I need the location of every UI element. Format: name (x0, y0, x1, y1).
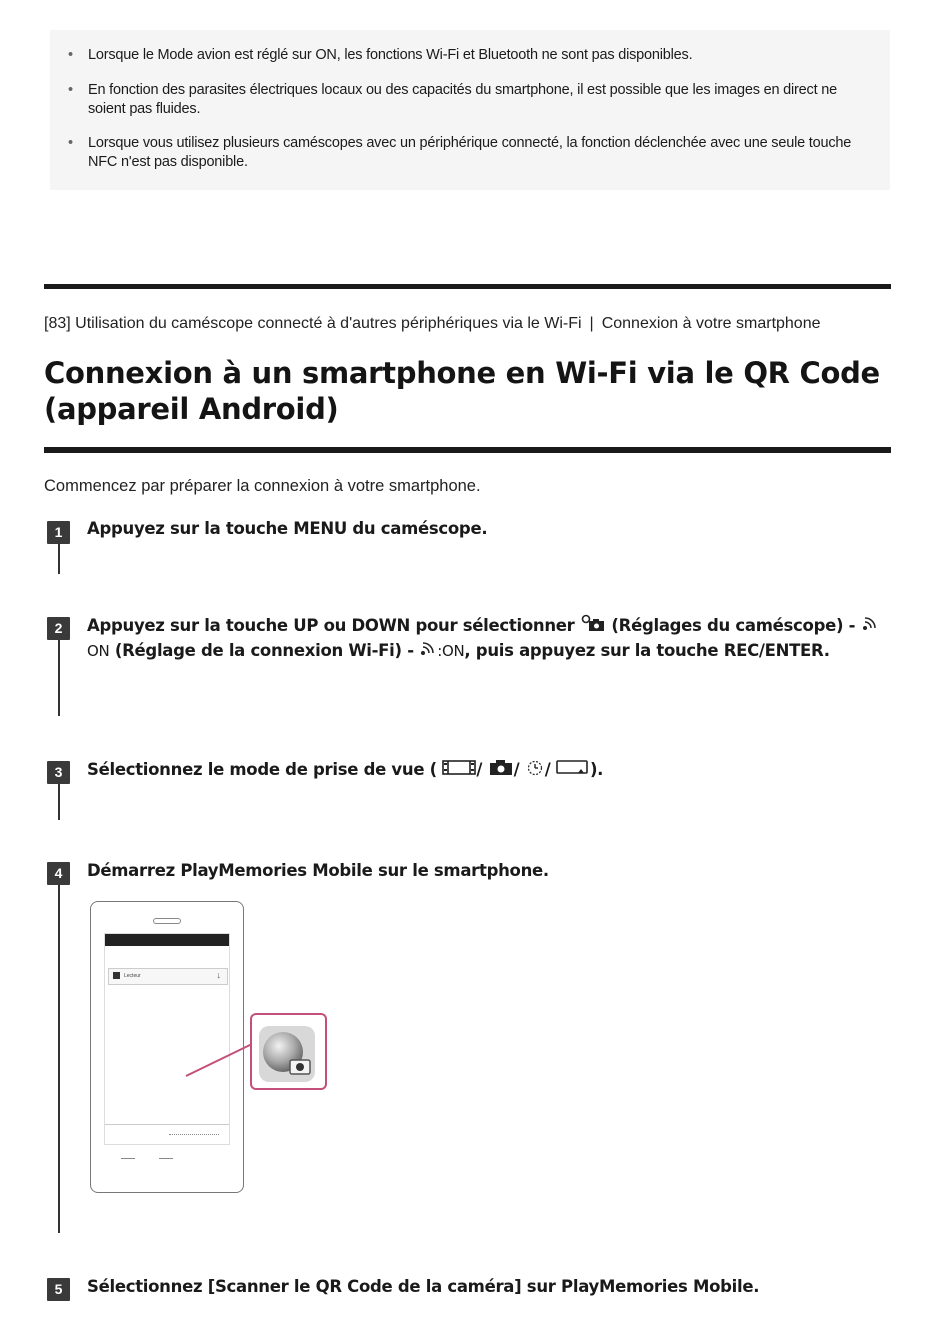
step-connector (58, 640, 60, 716)
note-item: • Lorsque le Mode avion est réglé sur ON, les fonctions Wi-Fi et Bluetooth ne sont pas disponibles. (88, 46, 868, 65)
step-text (87, 758, 897, 783)
step-connector (58, 784, 60, 820)
step-number: 3 (47, 761, 70, 784)
note-item: • Lorsque vous utilisez plusieurs caméscopes avec un périphérique connecté, la fonction déclenchée avec une seule touche NFC n'est pas disponible. (88, 134, 868, 172)
step-text: Appuyez sur la touche MENU du caméscope. (87, 519, 488, 538)
step-number: 2 (47, 617, 70, 640)
title-rule (44, 447, 891, 453)
camera-icon (488, 758, 514, 783)
top-rule (44, 284, 891, 289)
screen-divider (105, 1124, 229, 1125)
step-number: 4 (47, 862, 70, 885)
step-number: 1 (47, 521, 70, 544)
step-text (87, 614, 897, 664)
step-text-part: Sélectionnez le mode de prise de vue ( (87, 760, 437, 779)
back-key (121, 1158, 135, 1159)
breadcrumb (44, 313, 884, 335)
step-connector (58, 885, 60, 1233)
slash: / (513, 760, 520, 779)
breadcrumb-separator: | (589, 315, 594, 332)
step-text-part: , puis appuyez sur la touche REC/ENTER. (464, 641, 830, 660)
slash: / (476, 760, 483, 779)
step-text: Sélectionnez [Scanner le QR Code de la caméra] sur PlayMemories Mobile. (87, 1277, 760, 1296)
step-text-part: (Réglages du caméscope) - (611, 616, 856, 635)
step-connector (58, 544, 60, 574)
phone-speaker (153, 918, 181, 924)
interval-timer-icon (525, 758, 545, 783)
slash: / (544, 760, 551, 779)
note-item: • En fonction des parasites électriques locaux ou des capacités du smartphone, il est possible que les images en direct ne soient pas fluides. (88, 81, 868, 119)
search-label: Lecteur (124, 973, 141, 979)
step-text-part: Appuyez sur la touche UP ou DOWN pour sélectionner (87, 616, 575, 635)
wifi-signal-icon (861, 614, 879, 639)
wifi-signal-icon (419, 639, 437, 664)
folder-icon (113, 972, 120, 979)
step-text: Démarrez PlayMemories Mobile sur le smartphone. (87, 861, 549, 880)
step-text-part: (Réglage de la connexion Wi-Fi) - (114, 641, 414, 660)
breadcrumb-topic[interactable]: Connexion à votre smartphone (601, 315, 821, 332)
step-text-part: ). (589, 760, 604, 779)
step-number: 5 (47, 1278, 70, 1301)
home-key (159, 1158, 173, 1159)
wifi-colon-on-label: :ON (437, 642, 465, 660)
app-callout (250, 1013, 327, 1090)
page-title: Connexion à un smartphone en Wi-Fi via le QR Code (appareil Android) (44, 356, 880, 426)
phone-screen (104, 933, 230, 1145)
callout-line (180, 1040, 255, 1080)
camera-settings-icon (580, 614, 606, 639)
status-bar (105, 934, 229, 946)
loop-rec-icon (556, 758, 590, 783)
intro-text: Commencez par préparer la connexion à votre smartphone. (44, 477, 481, 495)
search-bar (108, 968, 228, 985)
wifi-on-label: ON (87, 642, 110, 660)
screen-dots (169, 1134, 219, 1136)
download-icon: ↓ (216, 970, 221, 980)
film-icon (442, 758, 476, 783)
breadcrumb-section: [83] Utilisation du caméscope connecté à d'autres périphériques via le Wi-Fi (44, 315, 582, 332)
playmemories-app-icon[interactable] (259, 1026, 315, 1087)
